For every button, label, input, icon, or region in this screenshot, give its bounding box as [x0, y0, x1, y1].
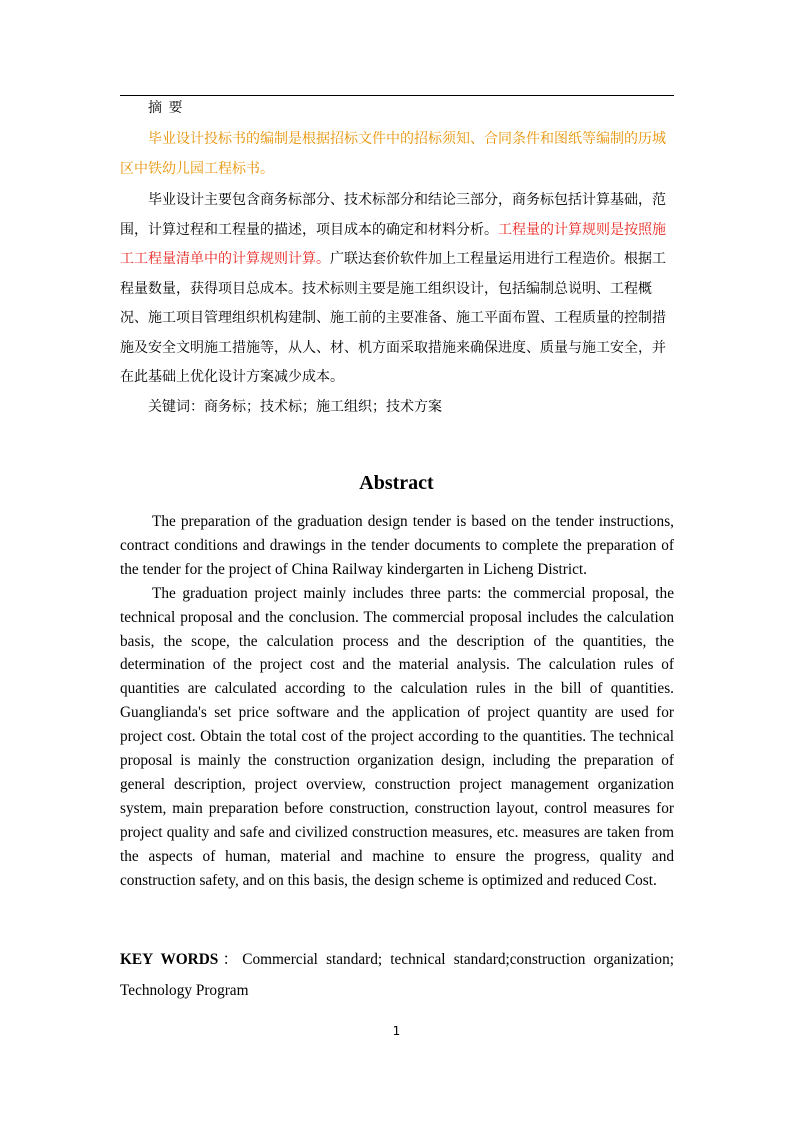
en-abstract-body: [120, 510, 674, 893]
header-rule: [120, 95, 674, 96]
en-para-2: The graduation project mainly includes three parts: the commercial proposal, the technical proposal and the conclusion. The commercial proposal includes the calculation basis, the scope, the calculation process and the description of the quantities, the determination of the project cost and the material analysis. The calculation rules of quantities are calculated according to the calculation rules in the bill of quantities. Guanglianda's set price software and the application of project quantity are used for project cost. Obtain the total cost of the project according to the quantities. The technical proposal is mainly the construction organization design, including the preparation of general description, project overview, construction project management organization system, main preparation before construction, construction layout, control measures for project quality and safe and civilized construction measures, etc. measures are taken from the aspects of human, material and machine to ensure the progress, quality and construction safety, and on this basis, the design scheme is optimized and reduced Cost.: [120, 584, 674, 889]
en-para-1: The preparation of the graduation design tender is based on the tender instructions, contract conditions and drawings in the tender documents to complete the preparation of the tender for the project of China Railway kindergarten in Licheng District.: [120, 513, 674, 578]
page-number: 1: [392, 1024, 401, 1038]
cn-para-2-part-2: 广联达套价软件加上工程量运用进行工程造价。根据工程量数量，获得项目总成本。技术标则主要是施工组织设计，包括编制总说明、工程概况、施工项目管理组织机构建制、施工前的主要准备、施工平面布置、工程质量的控制措施及安全文明施工措施等，从人、材、机方面采取措施来确保进度、质量与施工安全，并在此基础上优化设计方案减少成本。: [120, 251, 666, 385]
cn-para-2-red: 工程量的计算规则是按照施工工程量清单中的计算规则计算。: [120, 221, 666, 267]
en-keywords: [120, 944, 674, 1006]
en-keywords-label: KEY WORDS: [120, 951, 219, 968]
en-keywords-text: ：Commercial standard; technical standard;construction organization; Technology Program: [120, 951, 674, 999]
cn-para-2-part-1: 毕业设计主要包含商务标部分、技术标部分和结论三部分，商务标包括计算基础，范围，计算过程和工程量的描述，项目成本的确定和材料分析。: [120, 192, 666, 238]
cn-para-2: [120, 186, 674, 393]
cn-abstract-body: [120, 125, 674, 422]
cn-keywords: 关键词：商务标；技术标；施工组织；技术方案: [148, 398, 442, 415]
cn-para-1: 毕业设计投标书的编制是根据招标文件中的招标须知、合同条件和图纸等编制的历城区中铁幼儿园工程标书。: [120, 131, 666, 177]
abstract-title: Abstract: [359, 472, 434, 494]
cn-abstract-heading: 摘 要: [148, 100, 184, 116]
